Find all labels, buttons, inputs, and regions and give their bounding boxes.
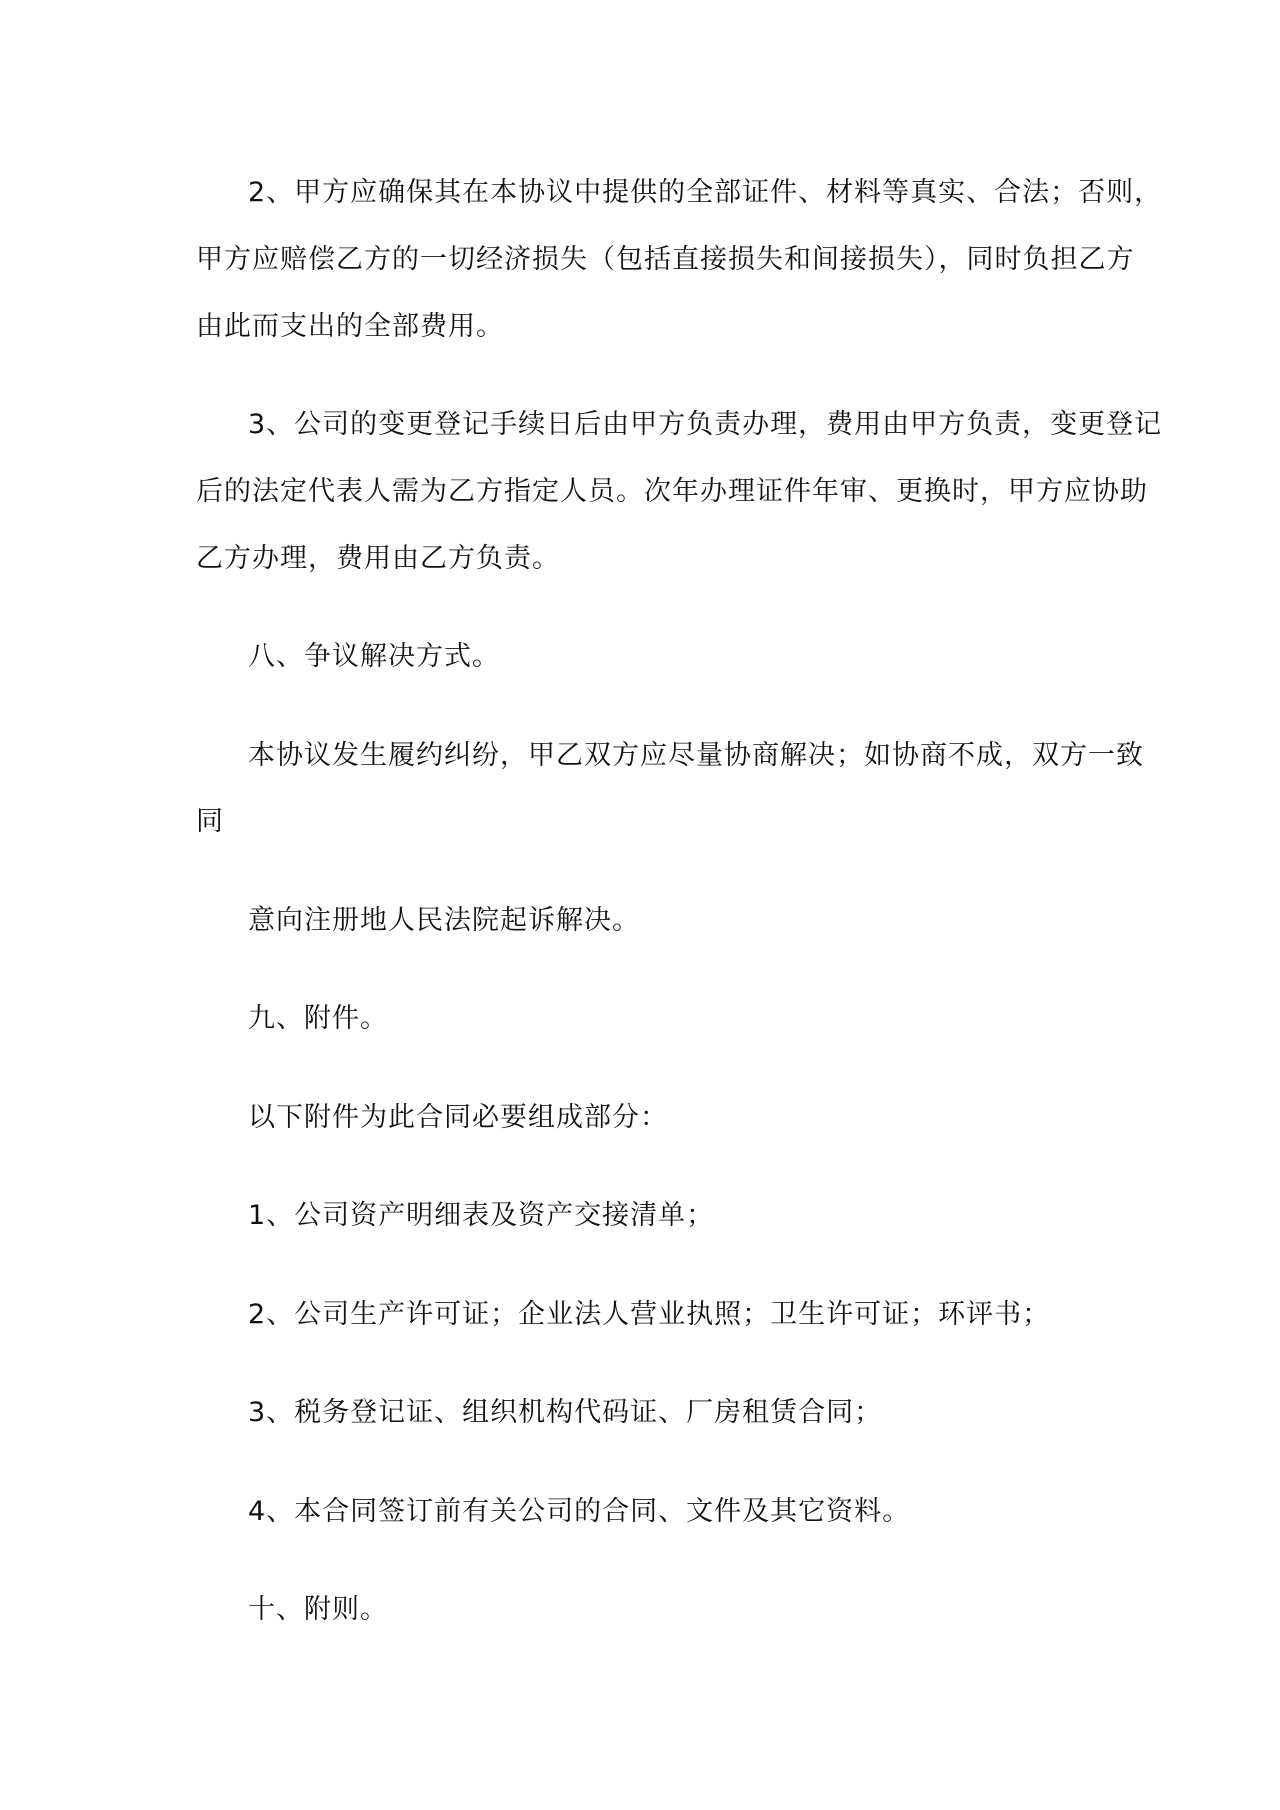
attachment-item-4: 4、本合同签订前有关公司的合同、文件及其它资料。: [248, 1496, 911, 1527]
clause-7-3-line-2: 后的法定代表人需为乙方指定人员。次年办理证件年审、更换时，甲方应协助: [196, 476, 1148, 507]
section-10-heading: 十、附则。: [248, 1594, 388, 1625]
clause-7-3-line-3: 乙方办理，费用由乙方负责。: [196, 543, 560, 574]
section-8-body-line-3: 意向注册地人民法院起诉解决。: [248, 905, 640, 936]
section-8-body-line-2: 同: [196, 806, 224, 837]
clause-7-3-line-1: 3、公司的变更登记手续日后由甲方负责办理，费用由甲方负责，变更登记: [248, 409, 1163, 440]
clause-7-2-line-2: 甲方应赔偿乙方的一切经济损失（包括直接损失和间接损失），同时负担乙方: [196, 244, 1135, 275]
attachment-item-3: 3、税务登记证、组织机构代码证、厂房租赁合同；: [248, 1397, 883, 1428]
section-8-heading: 八、争议解决方式。: [248, 641, 500, 672]
section-9-heading: 九、附件。: [248, 1003, 388, 1034]
clause-7-2-line-3: 由此而支出的全部费用。: [196, 311, 504, 342]
clause-7-2-line-1: 2、甲方应确保其在本协议中提供的全部证件、材料等真实、合法；否则，: [248, 177, 1163, 208]
section-8-body-line-1: 本协议发生履约纠纷，甲乙双方应尽量协商解决；如协商不成，双方一致: [248, 740, 1144, 771]
attachment-item-2: 2、公司生产许可证；企业法人营业执照；卫生许可证；环评书；: [248, 1299, 1051, 1330]
section-9-intro: 以下附件为此合同必要组成部分：: [248, 1102, 668, 1133]
attachment-item-1: 1、公司资产明细表及资产交接清单；: [248, 1200, 715, 1231]
